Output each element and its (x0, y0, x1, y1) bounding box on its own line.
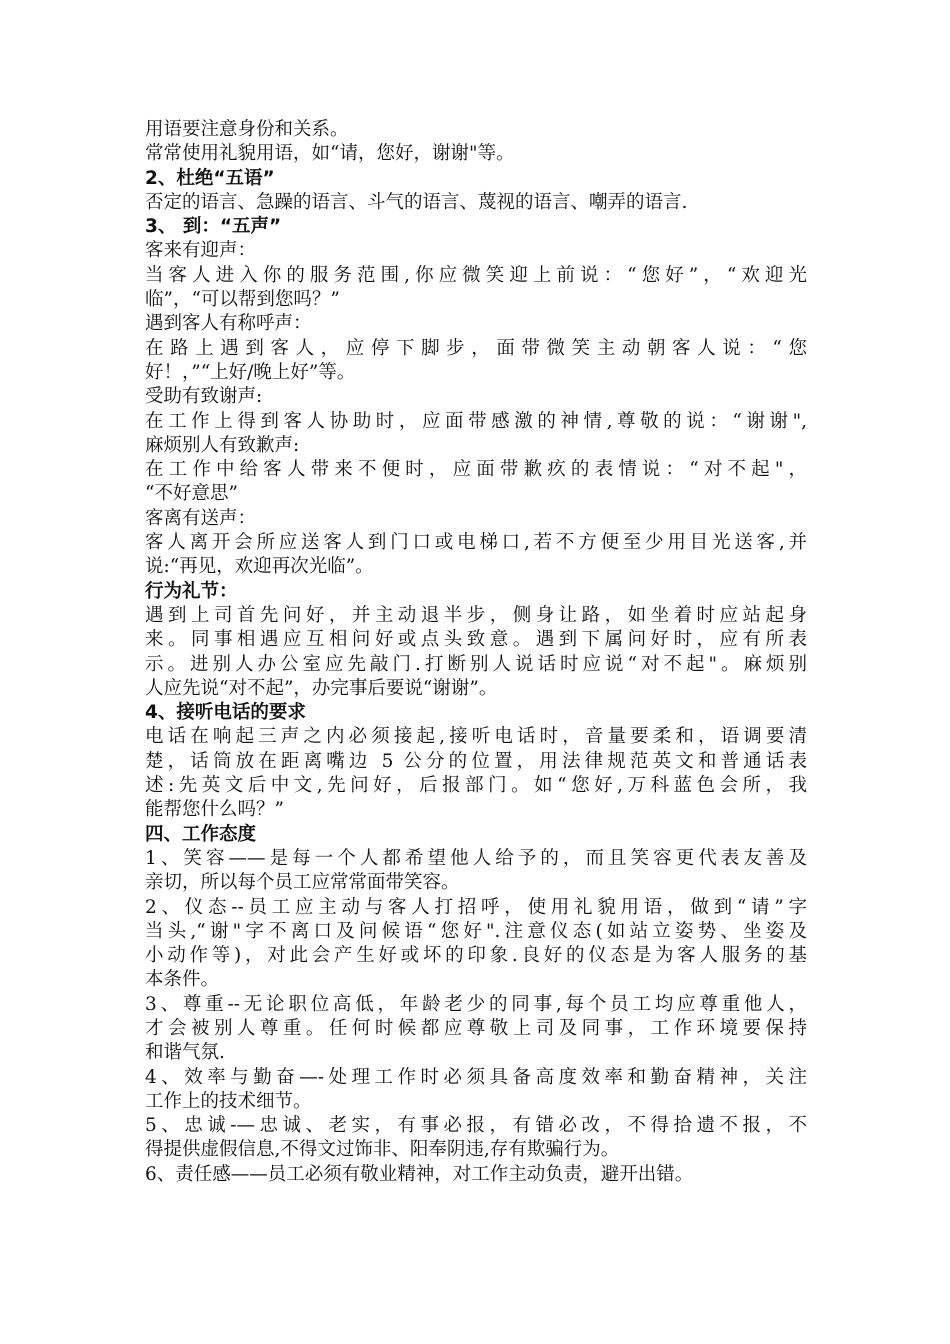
text-line: 楚，话筒放在距离嘴边 5 公分的位置，用法律规范英文和普通话表 (145, 750, 807, 772)
text-line: 客来有迎声： (145, 240, 257, 262)
text-line: “不好意思” (145, 483, 238, 505)
text-line: 能帮您什么吗？” (145, 799, 284, 821)
text-line: 本条件。 (145, 969, 220, 991)
text-line: 示。进别人办公室应先敲门.打断别人说话时应说“对不起"。麻烦别 (145, 653, 807, 675)
text-line: 遇到客人有称呼声： (145, 313, 312, 335)
text-line: 3、尊重--无论职位高低，年龄老少的同事,每个员工均应尊重他人， (145, 993, 807, 1015)
document-page (145, 118, 807, 1187)
text-line: 客离有送声： (145, 507, 257, 529)
text-line: 述:先英文后中文,先问好，后报部门。如“您好,万科蓝色会所，我 (145, 775, 807, 797)
text-line: 人应先说“对不起”，办完事后要说“谢谢”。 (145, 677, 498, 699)
text-line: 电话在响起三声之内必须接起,接听电话时，音量要柔和，语调要清 (145, 726, 807, 748)
text-line: 说:“再见，欢迎再次光临”。 (145, 556, 374, 578)
text-line: 才会被别人尊重。任何时候都应尊敬上司及同事，工作环境要保持 (145, 1017, 807, 1039)
text-line: 否定的语言、急躁的语言、斗气的语言、蔑视的语言、嘲弄的语言. (145, 191, 688, 213)
text-line: 在工作中给客人带来不便时，应面带歉疚的表情说：“对不起"， (145, 459, 807, 481)
text-line: 常常使用礼貌用语，如“请，您好，谢谢"等。 (145, 143, 515, 165)
text-line: 当客人进入你的服务范围,你应微笑迎上前说：“您好”，“欢迎光 (145, 264, 807, 286)
text-line: 亲切，所以每个员工应常常面带笑容。 (145, 872, 460, 894)
section-heading: 四、工作态度 (145, 823, 257, 845)
text-line: 受助有致谢声: (145, 386, 263, 408)
section-heading: 2、杜绝“五语” (145, 167, 275, 189)
text-line: 在工作上得到客人协助时，应面带感激的神情,尊敬的说：“谢谢", (145, 410, 807, 432)
text-line: 5、忠诚-—忠诚、老实，有事必报，有错必改，不得拾遗不报，不 (145, 1115, 807, 1137)
text-line: 得提供虚假信息,不得文过饰非、阳奉阴违,存有欺骗行为。 (145, 1139, 620, 1161)
text-line: 6、责任感——员工必须有敬业精神，对工作主动负责，避开出错。 (145, 1163, 694, 1185)
text-line: 4、效率与勤奋—-处理工作时必须具备高度效率和勤奋精神，关注 (145, 1066, 807, 1088)
text-line: 好！，”“上好/晚上好”等。 (145, 361, 356, 383)
text-line: 麻烦别人有致歉声: (145, 434, 300, 456)
text-line: 小动作等)，对此会产生好或坏的印象.良好的仪态是为客人服务的基 (145, 945, 807, 967)
text-line: 1、笑容——是每一个人都希望他人给予的，而且笑容更代表友善及 (145, 847, 807, 869)
section-heading: 3、 到：“五声” (145, 216, 282, 238)
text-line: 遇到上司首先问好，并主动退半步，侧身让路，如坐着时应站起身 (145, 604, 807, 626)
text-line: 工作上的技术细节。 (145, 1090, 312, 1112)
text-line: 客人离开会所应送客人到门口或电梯口,若不方便至少用目光送客,并 (145, 532, 807, 554)
section-heading: 4、接听电话的要求 (145, 702, 306, 724)
text-line: 和谐气氛. (145, 1042, 225, 1064)
text-line: 临”，“可以帮到您吗？” (145, 289, 340, 311)
text-line: 2、仪态--员工应主动与客人打招呼，使用礼貌用语，做到“请”字 (145, 896, 807, 918)
section-heading: 行为礼节： (145, 580, 238, 602)
text-line: 在路上遇到客人，应停下脚步，面带微笑主动朝客人说：“您 (145, 337, 807, 359)
text-line: 用语要注意身份和关系。 (145, 119, 349, 140)
text-line: 当头,“谢"字不离口及问候语“您好".注意仪态(如站立姿势、坐姿及 (145, 920, 807, 942)
text-line: 来。同事相遇应互相问好或点头致意。遇到下属问好时，应有所表 (145, 629, 807, 651)
